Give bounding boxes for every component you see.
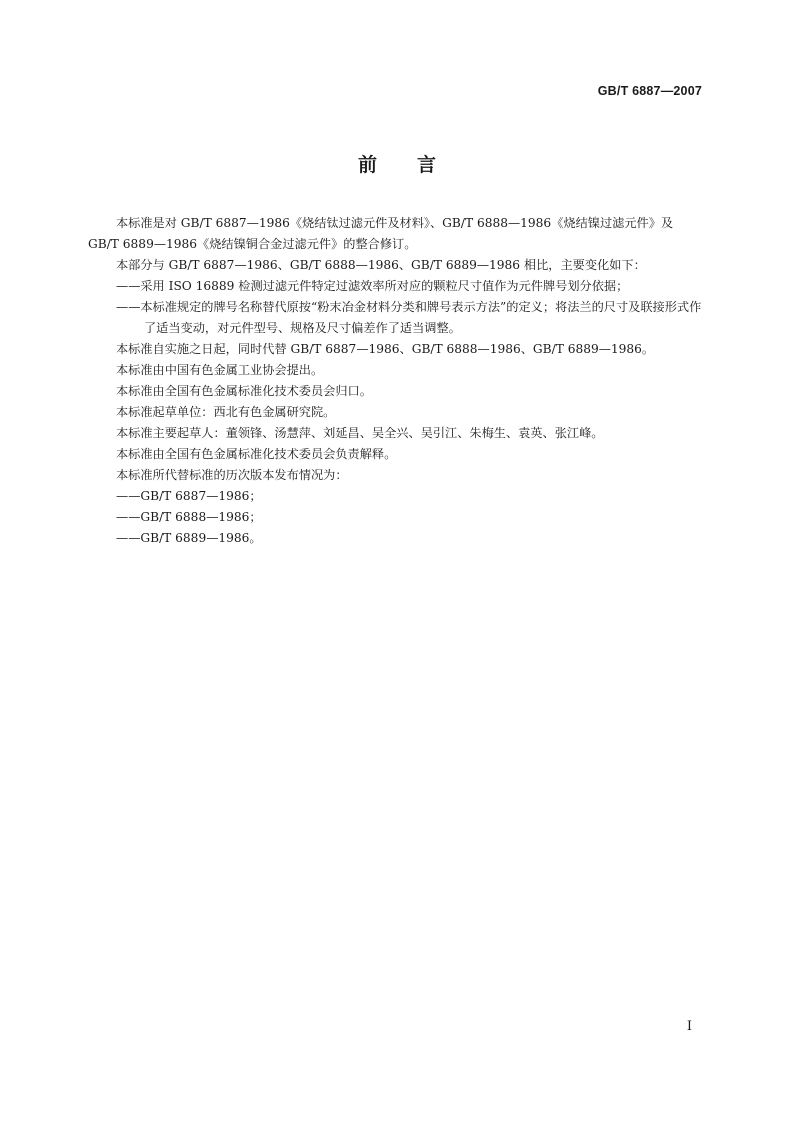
history-item-6887: ——GB/T 6887—1986； — [116, 489, 262, 503]
paragraph-drafters: 本标准主要起草人：董领锋、汤慧萍、刘延昌、吴全兴、吴引江、朱梅生、袁英、张江峰。 — [116, 426, 604, 440]
paragraph-drafting-unit: 本标准起草单位：西北有色金属研究院。 — [116, 405, 336, 419]
title-char-1: 前 — [357, 154, 377, 176]
paragraph-main-changes: 本部分与 GB/T 6887—1986、GB/T 6888—1986、GB/T 6889—1986 相比，主要变化如下： — [116, 258, 646, 272]
standard-code-header: GB/T 6887—2007 — [597, 84, 702, 98]
change-item-iso: ——采用 ISO 16889 检测过滤元件特定过滤效率所对应的颗粒尺寸值作为元件牌号划分依据； — [116, 279, 629, 293]
paragraph-proposer: 本标准由中国有色金属工业协会提出。 — [116, 363, 324, 377]
paragraph-replacement: 本标准自实施之日起，同时代替 GB/T 6887—1986、GB/T 6888—1986、GB/T 6889—1986。 — [116, 342, 655, 356]
page-title — [0, 150, 794, 177]
paragraph-history: 本标准所代替标准的历次版本发布情况为： — [116, 468, 348, 482]
history-item-6889: ——GB/T 6889—1986。 — [116, 531, 262, 545]
page-number: I — [686, 1019, 692, 1034]
paragraph-interpretation: 本标准由全国有色金属标准化技术委员会负责解释。 — [116, 447, 397, 461]
paragraph-centralized: 本标准由全国有色金属标准化技术委员会归口。 — [116, 384, 372, 398]
change-item-grade-name: ——本标准规定的牌号名称替代原按“粉末冶金材料分类和牌号表示方法”的定义；将法兰的尺寸及联接形式作了适当变动，对元件型号、规格及尺寸偏差作了适当调整。 — [116, 300, 702, 335]
foreword-body — [88, 213, 706, 549]
title-char-2: 言 — [417, 154, 437, 176]
paragraph-revision-basis: 本标准是对 GB/T 6887—1986《烧结钛过滤元件及材料》、GB/T 6888—1986《烧结镍过滤元件》及 GB/T 6889—1986《烧结镍铜合金过滤元件》的整合修订。 — [88, 216, 674, 251]
history-item-6888: ——GB/T 6888—1986； — [116, 510, 262, 524]
